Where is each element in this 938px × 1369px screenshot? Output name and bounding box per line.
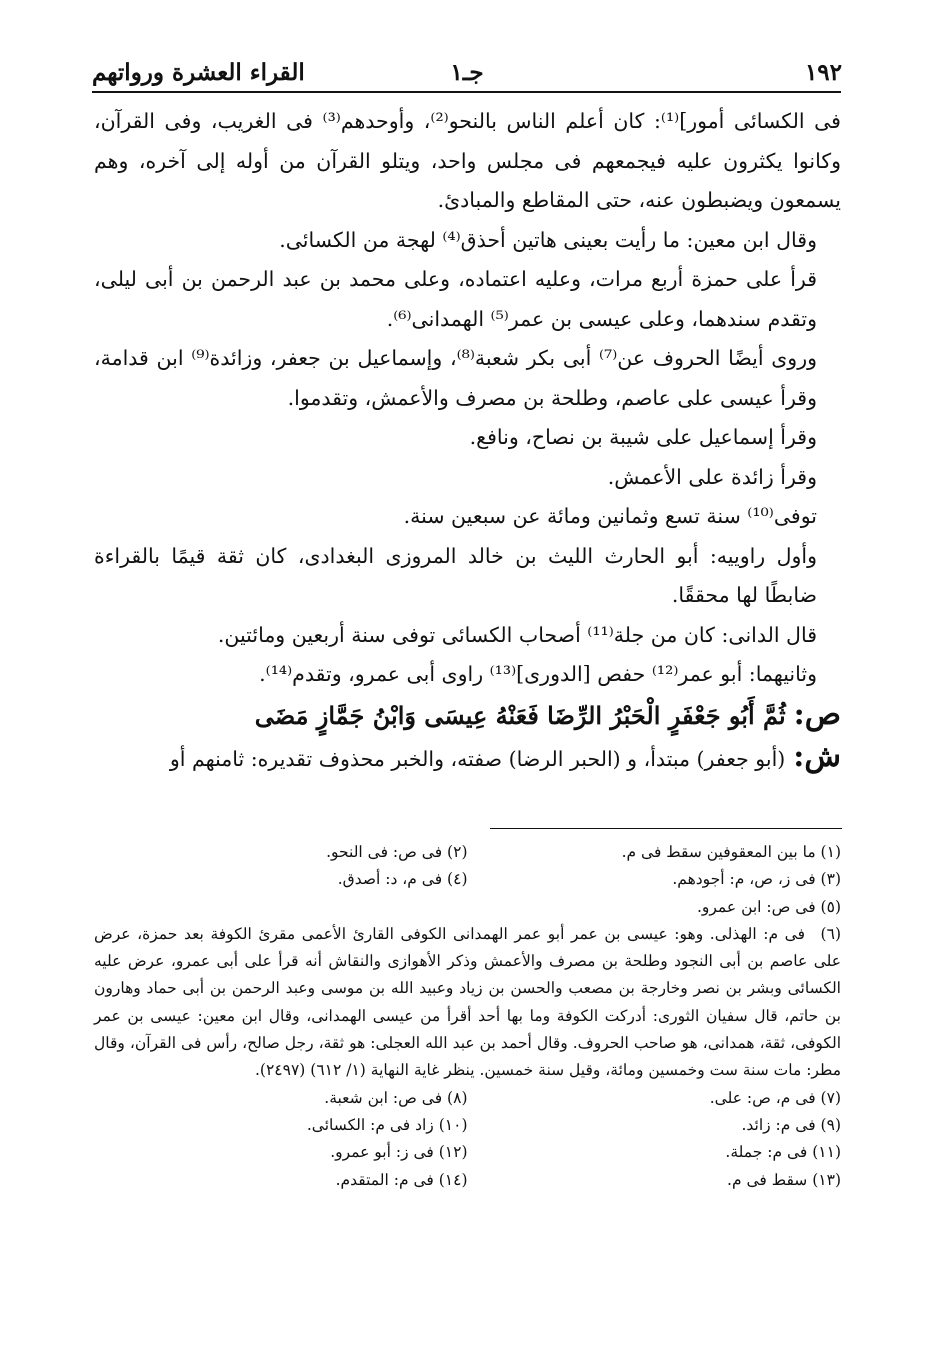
- footnote-row: [94, 1139, 841, 1166]
- paragraph: فى الكسائى أمور]⁽¹⁾: كان أعلم الناس بالنحو⁽²⁾، وأوحدهم⁽³⁾ فى الغريب، وفى القرآن، وكانوا يكثرون عليه فيجمعهم فى مجلس واحد، ويتلو القرآن من أوله إلى آخره، وهم يسمعون ويضبطون عنه، حتى المقاطع والمبادئ.: [94, 109, 841, 212]
- footnote: (٩) فى م: زائد.: [741, 1115, 841, 1134]
- footnote-row: [94, 839, 841, 866]
- footnote-row: [94, 1085, 841, 1112]
- footnote: (٨) فى ص: ابن شعبة.: [324, 1088, 468, 1107]
- footnote: (١٤) فى م: المتقدم.: [335, 1170, 468, 1189]
- page-number: ١٩٢: [804, 59, 842, 86]
- footnote: (١٢) فى ز: أبو عمرو.: [330, 1143, 468, 1162]
- paragraph: وقرأ زائدة على الأعمش.: [607, 464, 817, 489]
- paragraph: وأول راوييه: أبو الحارث الليث بن خالد المروزى البغدادى، كان ثقة قيمًا بالقراءة ضابطًا لها محققًا.: [94, 543, 817, 607]
- footnote: (١٣) سقط فى م.: [727, 1170, 841, 1189]
- footnote-long: [94, 921, 841, 1085]
- sharh-line: [94, 737, 841, 780]
- paragraph: وروى أيضًا الحروف عن⁽⁷⁾ أبى بكر شعبة⁽⁸⁾، وإسماعيل بن جعفر، وزائدة⁽⁹⁾ ابن قدامة، وقرأ عيسى على عاصم، وطلحة بن مصرف والأعمش، وتقدموا.: [94, 346, 817, 410]
- footnote-row: [94, 1167, 841, 1194]
- main-text: [94, 102, 841, 780]
- verse-mark: ص:: [793, 696, 841, 732]
- sharh-mark: ش:: [793, 739, 841, 774]
- paragraph: وقال ابن معين: ما رأيت بعينى هاتين أحذق⁽⁴⁾ لهجة من الكسائى.: [279, 227, 817, 252]
- footnote: (١٠) زاد فى م: الكسائى.: [306, 1115, 468, 1134]
- paragraph: قرأ على حمزة أربع مرات، وعليه اعتماده، وعلى محمد بن عبد الرحمن بن أبى ليلى، وتقدم سندهما، وعلى عيسى بن عمر⁽⁵⁾ الهمدانى⁽⁶⁾.: [94, 267, 817, 331]
- verse-line: [94, 695, 841, 738]
- footnote: (٢) فى ص: فى النحو.: [326, 843, 468, 861]
- footnote-text: فى م: الهذلى. وهو: عيسى بن عمر أبو عمر الهمدانى الكوفى القارئ الأعمى مقرئ الكوفة بعد حمزة، عرض على عاصم بن أبى النجود وطلحة بن مصرف والأعمش وذكر الأهوازى والنقاش أنه قرأ على أبى عمرو، عرض عليه الكسائى وبشر بن نصر وخارجة بن مصعب والحسن بن زياد وعبيد الله بن موسى وعبد الرحمن بن أبى حماد وهارون بن حاتم، قال سفيان الثورى: أدركت الكوفة وما بها أحد أقرأ من عيسى الهمدانى، وقال ابن معين: عيسى بن عمر الكوفى، ثقة، همدانى، هو صاحب الحروف. وقال أحمد بن عبد الله العجلى: هو ثقة، رجل صالح، رأس فى القرآن، وقال مطر: مات سنة ست وخمسين ومائة، وقيل سنة خمسين. ينظر غاية النهاية (١/ ٦١٢) (٢٤٩٧).: [94, 924, 841, 1080]
- paragraph: توفى⁽¹⁰⁾ سنة تسع وثمانين ومائة عن سبعين سنة.: [403, 504, 817, 528]
- footnote-number: (٦): [820, 924, 841, 943]
- paragraph: وقرأ إسماعيل على شيبة بن نصاح، ونافع.: [469, 425, 817, 449]
- footnote-rule: [490, 828, 842, 829]
- header-rule: [92, 91, 841, 93]
- volume-label: جـ١: [450, 59, 484, 86]
- running-title: القراء العشرة ورواتهم: [92, 59, 305, 86]
- paragraph: قال الدانى: كان من جلة⁽¹¹⁾ أصحاب الكسائى توفى سنة أربعين ومائتين.: [217, 622, 817, 647]
- footnote: (٥) فى ص: ابن عمرو.: [696, 897, 841, 916]
- sharh-text: (أبو جعفر) مبتدأ، و (الحبر الرضا) صفته، والخبر محذوف تقديره: ثامنهم أو: [169, 747, 786, 771]
- footnote-row: [94, 894, 841, 921]
- footnote-row: [94, 866, 841, 893]
- footnote: (١١) فى م: جملة.: [725, 1143, 841, 1162]
- footnote: (١) ما بين المعقوفين سقط فى م.: [621, 843, 841, 861]
- page-header: [92, 40, 842, 88]
- paragraph: وثانيهما: أبو عمر⁽¹²⁾ حفص [الدورى]⁽¹³⁾ راوى أبى عمرو، وتقدم⁽¹⁴⁾.: [259, 662, 817, 686]
- footnote: (٧) فى م، ص: على.: [709, 1088, 841, 1107]
- verse-text: ثُمَّ أَبُو جَعْفَرٍ الْحَبْرُ الرِّضَا فَعَنْهُ عِيسَى وَابْنُ جَمَّازٍ مَضَى: [254, 700, 786, 730]
- footnote: (٣) فى ز، ص، م: أجودهم.: [672, 870, 841, 889]
- footnote: (٤) فى م، د: أصدق.: [337, 870, 468, 889]
- footnote-row: [94, 1112, 841, 1139]
- footnotes: [94, 839, 841, 1194]
